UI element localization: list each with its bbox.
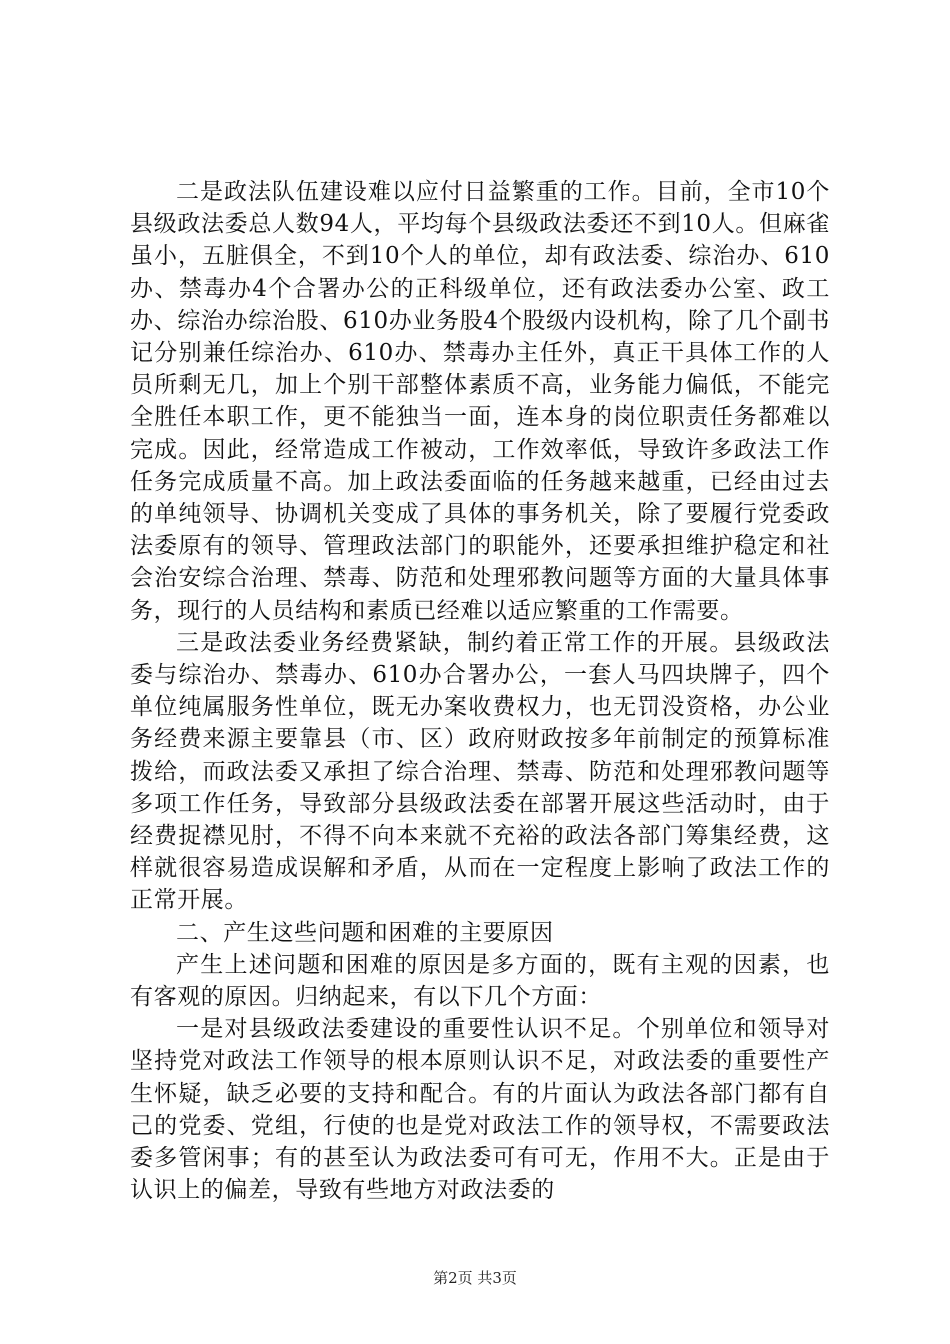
- paragraph-funding: 三是政法委业务经费紧缺，制约着正常工作的开展。县级政法委与综治办、禁毒办、610办合署办公，一套人马四块牌子，四个单位纯属服务性单位，既无办案收费权力，也无罚没资格，办公业务经费来源主要靠县（市、区）政府财政按多年前制定的预算标准拨给，而政法委又承担了综合治理、禁毒、防范和处理邪教问题等多项工作任务，导致部分县级政法委在部署开展这些活动时，由于经费捉襟见肘，不得不向本来就不充裕的政法各部门筹集经费，这样就很容易造成误解和矛盾，从而在一定程度上影响了政法工作的正常开展。: [130, 629, 830, 914]
- document-body: [130, 176, 830, 1207]
- paragraph-team-building: 二是政法队伍建设难以应付日益繁重的工作。目前，全市10个县级政法委总人数94人，平均每个县级政法委还不到10人。但麻雀虽小，五脏俱全，不到10个人的单位，却有政法委、综治办、610办、禁毒办4个合署办公的正科级单位，还有政法委办公室、政工办、综治办综治股、610办业务股4个股级内设机构，除了几个副书记分别兼任综治办、610办、禁毒办主任外，真正干具体工作的人员所剩无几，加上个别干部整体素质不高，业务能力偏低，不能完全胜任本职工作，更不能独当一面，连本身的岗位职责任务都难以完成。因此，经常造成工作被动，工作效率低，导致许多政法工作任务完成质量不高。加上政法委面临的任务越来越重，已经由过去的单纯领导、协调机关变成了具体的事务机关，除了要履行党委政法委原有的领导、管理政法部门的职能外，还要承担维护稳定和社会治安综合治理、禁毒、防范和处理邪教问题等方面的大量具体事务，现行的人员结构和素质已经难以适应繁重的工作需要。: [130, 179, 830, 624]
- section-heading-causes: 二、产生这些问题和困难的主要原因: [176, 919, 554, 946]
- paragraph-causes-intro: 产生上述问题和困难的原因是多方面的，既有主观的因素，也有客观的原因。归纳起来，有以下几个方面：: [130, 951, 830, 1011]
- page-indicator: 第2页 共3页: [433, 1269, 517, 1287]
- paragraph-awareness: 一是对县级政法委建设的重要性认识不足。个别单位和领导对坚持党对政法工作领导的根本原则认识不足，对政法委的重要性产生怀疑，缺乏必要的支持和配合。有的片面认为政法各部门都有自己的党委、党组，行使的也是党对政法工作的领导权，不需要政法委多管闲事；有的甚至认为政法委可有可无，作用不大。正是由于认识上的偏差，导致有些地方对政法委的: [130, 1016, 830, 1204]
